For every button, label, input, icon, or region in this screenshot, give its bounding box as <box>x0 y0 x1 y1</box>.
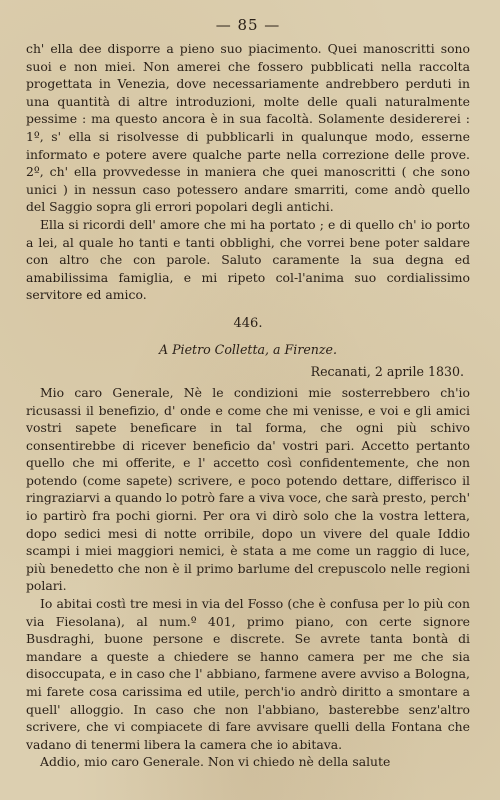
letter-body <box>26 384 470 771</box>
letter-dateline: Recanati, 2 aprile 1830. <box>310 363 464 379</box>
paragraph: Ella si ricordi dell' amore che mi ha portato ; e di quello ch' io porto a lei, al quale ho tanti e tanti obblighi, che vorrei bene poter saldare con altro che con parole. Saluto caramente la sua degna ed amabilissima famiglia, e mi ripeto col-l'anima suo cordialissimo servitore ed amico. <box>26 216 470 303</box>
book-page <box>26 14 470 771</box>
paragraph: ch' ella dee disporre a pieno suo piacimento. Quei manoscritti sono suoi e non miei. Non amerei che fossero pubblicati nella raccolta progettata in Venezia, dove necessariamente andrebbero perduti in una quantità di altre introduzioni, molte delle quali naturalmente pessime : ma questo ancora è in sua facoltà. Solamente desidererei : 1º, s' ella si risolvesse di pubblicarli in qualunque modo, esserne informato e potere avere qualche parte nella correzione delle prove. 2º, ch' ella provvedesse in maniera che quei manoscritti ( che sono unici ) in nessun caso potessero andare smarriti, come andò quello del Saggio sopra gli errori popolari degli antichi. <box>26 41 470 215</box>
letter-addressee: A Pietro Colletta, a Firenze. <box>158 341 338 357</box>
paragraph: Addio, mio caro Generale. Non vi chiedo nè della salute <box>40 754 391 770</box>
page-number: — 85 — <box>215 16 281 34</box>
continuation-text <box>26 40 470 304</box>
letter-number: 446. <box>233 315 263 331</box>
paragraph: Io abitai costì tre mesi in via del Fosso (che è confusa per lo più con via Fiesolana), al num.º 401, primo piano, con certe signore Busdraghi, buone persone e discrete. Se avrete tanta bontà di mandare a queste a chiedere se hanno camera per me che sia disoccupata, e in caso che l' abbiano, farmene avere avviso a Bologna, mi farete cosa carissima ed utile, perch'io andrò diritto a smontare a quell' alloggio. In caso che non l'abbiano, basterebbe senz'altro scrivere, che vi compiacete di fare avvisare quelli della Fontana che vadano di tenermi libera la camera che io abitava. <box>26 596 470 752</box>
paragraph: Mio caro Generale, Nè le condizioni mie sosterrebbero ch'io ricusassi il benefizio, d' onde e come che mi venisse, e voi e gli amici vostri sapete beneficare in tal forma, che ogni più schivo consentirebbe di ricever beneficio da' vostri pari. Accetto pertanto quello che mi offerite, e l' accetto così confidentemente, che non potendo (come sapete) scrivere, e poco potendo dettare, differisco il ringraziarvi a quando lo potrò fare a viva voce, che sarà presto, perch' io partirò fra pochi giorni. Per ora vi dirò solo che la vostra lettera, dopo sedici mesi di notte orribile, dopo un vivere del quale Iddio scampi i miei maggiori nemici, è stata a me come un raggio di luce, più benedetto che non è il primo barlume del crepuscolo nelle regioni polari. <box>26 384 470 594</box>
